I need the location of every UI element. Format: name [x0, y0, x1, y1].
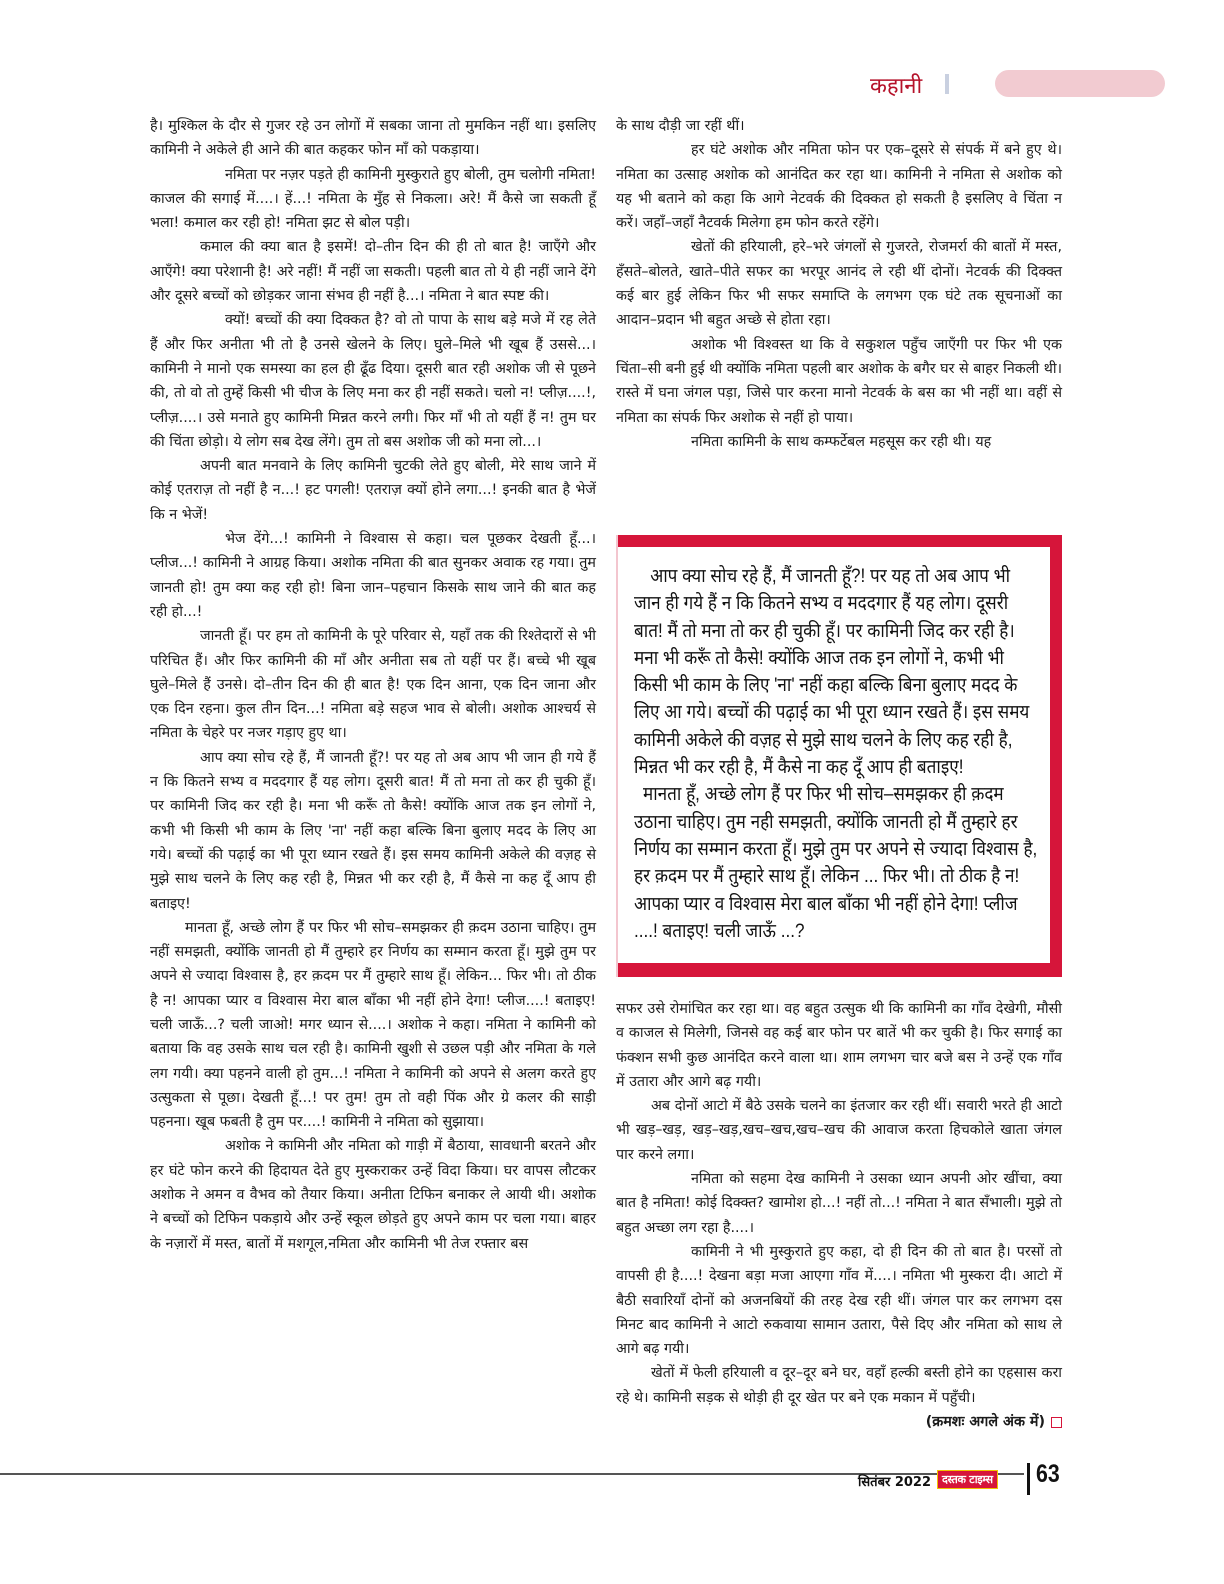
paragraph: हर घंटे अशोक और नमिता फोन पर एक–दूसरे से संपर्क में बने हुए थे। नमिता का उत्साह अशोक को आनंदित कर रहा था। कामिनी ने नमिता से अशोक को यह भी बताने को कहा कि आगे नेटवर्क की दिक्कत हो सकती है इसलिए वे चिंता न करें। जहाँ–जहाँ नैटवर्क मिलेगा हम फोन करते रहेंगे।: [616, 142, 1062, 232]
paragraph: भेज देंगे...! कामिनी ने विश्वास से कहा। चल पूछकर देखती हूँ...। प्लीज...! कामिनी ने आग्रह किया। अशोक नमिता की बात सुनकर अवाक रह गया। तुम जानती हो! तुम क्या कह रही हो! बिना जान–पहचान किसके साथ जाने की बात कह रही हो...!: [150, 531, 596, 620]
pull-quote-border-left: [616, 535, 618, 977]
paragraph: अशोक ने कामिनी और नमिता को गाड़ी में बैठाया, सावधानी बरतने और हर घंटे फोन करने की हिदायत देते हुए मुस्कराकर उन्हें विदा किया। घर वापस लौटकर अशोक ने अमन व वैभव को तैयार किया। अनीता टिफिन बनाकर ले आयी थी। अशोक ने बच्चों को टिफिन पकड़ाये और उन्हें स्कूल छोड़ते हुए अपने काम पर चला गया। बाहर के नज़ारों में मस्त, बातों में मशगूल,नमिता और कामिनी भी तेज रफ्तार बस: [150, 1138, 596, 1252]
paragraph: कामिनी ने भी मुस्कुराते हुए कहा, दो ही दिन की तो बात है। परसों तो वापसी ही है....! देखना बड़ा मजा आएगा गाँव में....। नमिता भी मुस्करा दी। आटो में बैठी सवारियाँ दोनों को अजनबियों की तरह देख रही थीं। जंगल पार कर लगभग दस मिनट बाद कामिनी ने आटो रुकवाया सामान उतारा, पैसे दिए और नमिता को साथ ले आगे बढ़ गयी।: [616, 1243, 1062, 1358]
paragraph: है। मुश्किल के दौर से गुजर रहे उन लोगों में सबका जाना तो मुमकिन नहीं था। इसलिए कामिनी ने अकेले ही आने की बात कहकर फोन माँ को पकड़ाया।: [150, 118, 596, 159]
issue-date: सितंबर 2022: [858, 1475, 932, 1490]
right-column-bottom: [616, 997, 1062, 1434]
continued-line: [616, 1410, 1062, 1434]
pull-quote-text: [634, 563, 1039, 945]
paragraph: अशोक भी विश्वस्त था कि वे सकुशल पहुँच जाएँगी पर फिर भी एक चिंता–सी बनी हुई थी क्योंकि नमिता पहली बार अशोक के बगैर घर से बाहर निकली थी। रास्ते में घना जंगल पड़ा, जिसे पार करना मानो नेटवर्क के बस का भी नहीं था। वहीं से नमिता का संपर्क फिर अशोक से नहीं हो पाया।: [616, 336, 1062, 426]
paragraph: नमिता कामिनी के साथ कम्फर्टेबल महसूस कर रही थी। यह: [691, 433, 992, 450]
paragraph: क्यों! बच्चों की क्या दिक्कत है? वो तो पापा के साथ बड़े मजे में रह लेते हैं और फिर अनीता भी तो है उनसे खेलने के लिए। घुले–मिले भी खूब हैं उससे...। कामिनी ने मानो एक समस्या का हल ही ढूँढ दिया। दूसरी बात रही अशोक जी से पूछने की, तो वो तो तुम्हें किसी भी चीज के लिए मना कर ही नहीं सकते। चलो न! प्लीज़....!, प्लीज़....। उसे मनाते हुए कामिनी मिन्नत करने लगी। फिर माँ भी तो यहीं हैं न! तुम घर की चिंता छोड़ो। ये लोग सब देख लेंगे। तुम तो बस अशोक जी को मना लो...।: [150, 312, 596, 450]
header-decorative-pill: [995, 70, 1165, 97]
pull-quote-box: [616, 535, 1062, 977]
pull-quote-paragraph: आप क्या सोच रहे हैं, मैं जानती हूँ?! पर यह तो अब आप भी जान ही गये हैं न कि कितने सभ्य व मददगार हैं यह लोग। दूसरी बात! मैं तो मना तो कर ही चुकी हूँ। पर कामिनी जिद कर रही है। मना भी करूँ तो कैसे! क्योंकि आज तक इन लोगों ने, कभी भी किसी भी काम के लिए 'ना' नहीं कहा बल्कि बिना बुलाए मदद के लिए आ गये। बच्चों की पढ़ाई का भी पूरा ध्यान रखते हैं। इस समय कामिनी अकेले की वज़ह से मुझे साथ चलने के लिए कह रही है, मिन्नत भी कर रही है, मैं कैसे ना कह दूँ आप ही बताइए!: [634, 566, 1030, 779]
paragraph: नमिता पर नज़र पड़ते ही कामिनी मुस्कुराते हुए बोली, तुम चलोगी नमिता! काजल की सगाई में....। हें...! नमिता के मुँह से निकला। अरे! मैं कैसे जा सकती हूँ भला! कमाल कर रही हो! नमिता झट से बोल पड़ी।: [150, 166, 596, 232]
pull-quote-border-top: [616, 535, 1062, 547]
paragraph: अब दोनों आटो में बैठे उसके चलने का इंतजार कर रही थीं। सवारी भरते ही आटो भी खड़–खड़, खड़–खड़,खच–खच,खच–खच की आवाज करता हिचकोले खाता जंगल पार करने लगा।: [616, 1098, 1062, 1163]
paragraph: नमिता को सहमा देख कामिनी ने उसका ध्यान अपनी ओर खींचा, क्या बात है नमिता! कोई दिक्क्त? खामोश हो...! नहीं तो...! नमिता ने बात सँभाली। मुझे तो बहुत अच्छा लग रहा है....।: [616, 1171, 1062, 1236]
paragraph: मानता हूँ, अच्छे लोग हैं पर फिर भी सोच–समझकर ही क़दम उठाना चाहिए। तुम नहीं समझती, क्योंकि जानती हो मैं तुम्हारे हर निर्णय का सम्मान करता हूँ। मुझे तुम पर अपने से ज्यादा विश्वास है, हर क़दम पर मैं तुम्हारे साथ हूँ। लेकिन... फिर भी। तो ठीक है न! आपका प्यार व विश्वास मेरा बाल बाँका भी नहीं होने देगा! प्लीज....! बताइए! चली जाऊँ...? चली जाओ! मगर ध्यान से....। अशोक ने कहा। नमिता ने कामिनी को बताया कि वह उसके साथ चल रही है। कामिनी खुशी से उछल पड़ी और नमिता के गले लग गयी। क्या पहनने वाली हो तुम...! नमिता ने कामिनी को अपने से अलग करते हुए उत्सुकता से पूछा। देखती हूँ...! पर तुम! तुम तो वही पिंक और ग्रे कलर की साड़ी पहनना। खूब फबती है तुम पर....! कामिनी ने नमिता को सुझाया।: [150, 919, 596, 1131]
header-separator: [945, 74, 949, 94]
right-column-top: [616, 114, 1062, 454]
pull-quote-paragraph: मानता हूँ, अच्छे लोग हैं पर फिर भी सोच–समझकर ही क़दम उठाना चाहिए। तुम नही समझती, क्योंकि जानती हो मैं तुम्हारे हर निर्णय का सम्मान करता हूँ। मुझे तुम पर अपने से ज्यादा विश्वास है, हर क़दम पर मैं तुम्हारे साथ हूँ। लेकिन ... फिर भी। तो ठीक है न! आपका प्यार व विश्वास मेरा बाल बाँका भी नहीं होने देगा! प्लीज ....! बताइए! चली जाऊँ ...?: [634, 784, 1038, 942]
paragraph: जानती हूँ। पर हम तो कामिनी के पूरे परिवार से, यहाँ तक की रिश्तेदारों से भी परिचित हैं। और फिर कामिनी की माँ और अनीता सब तो यहीं पर हैं। बच्चे भी खूब घुले–मिले हैं उनसे। दो–तीन दिन की ही बात है! एक दिन आना, एक दिन जाना और एक दिन रहना। कुल तीन दिन...! नमिता बड़े सहज भाव से बोली। अशोक आश्चर्य से नमिता के चेहरे पर नजर गड़ाए हुए था।: [150, 628, 596, 742]
paragraph: कमाल की क्या बात है इसमें! दो–तीन दिन की ही तो बात है! जाएँगे और आएँगे! क्या परेशानी है! अरे नहीं! मैं नहीं जा सकती। पहली बात तो ये ही नहीं जाने देंगे और दूसरे बच्चों को छोड़कर जाना संभव ही नहीं है...। नमिता ने बात स्पष्ट की।: [150, 239, 596, 305]
page-number: 63: [1036, 1460, 1060, 1488]
paragraph: खेतों की हरियाली, हरे–भरे जंगलों से गुजरते, रोजमर्रा की बातों में मस्त, हँसते–बोलते, खाते–पीते सफर का भरपूर आनंद ले रही थीं दोनों। नेटवर्क की दिक्क्त कई बार हुई लेकिन फिर भी सफर समाप्ति के लगभग एक घंटे तक सूचनाओं का आदान–प्रदान भी बहुत अच्छे से होता रहा।: [616, 239, 1062, 329]
footer-divider: [1027, 1463, 1030, 1495]
paragraph: के साथ दौड़ी जा रहीं थीं।: [616, 118, 745, 134]
left-column: [150, 114, 596, 1256]
story-end-square-icon: [1051, 1417, 1062, 1428]
continued-note: (क्रमशः अगले अंक में): [925, 1414, 1045, 1431]
pull-quote-border-bottom: [616, 963, 1062, 977]
header-section-label: कहानी: [870, 74, 923, 99]
paragraph: सफर उसे रोमांचित कर रहा था। वह बहुत उत्सुक थी कि कामिनी का गाँव देखेगी, मौसी व काजल से मिलेगी, जिनसे वह कई बार फोन पर बातें भी कर चुकी है। फिर सगाई का फंक्शन सभी कुछ आनंदित करने वाला था। शाम लगभग चार बजे बस ने उन्हें एक गाँव में उतारा और आगे बढ़ गयी।: [616, 1001, 1062, 1090]
paragraph: खेतों में फेली हरियाली व दूर–दूर बने घर, वहाँ हल्की बस्ती होने का एहसास करा रहे थे। कामिनी सड़क से थोड़ी ही दूर खेत पर बने एक मकान में पहुँची।: [616, 1365, 1062, 1406]
paragraph: अपनी बात मनवाने के लिए कामिनी चुटकी लेते हुए बोली, मेरे साथ जाने में कोई एतराज़ तो नहीं है न...! हट पगली! एतराज़ क्यों होने लगा...! इनकी बात है भेजें कि न भेजें!: [150, 458, 596, 523]
pull-quote-border-right: [1050, 535, 1062, 977]
paragraph: आप क्या सोच रहे हैं, मैं जानती हूँ?! पर यह तो अब आप भी जान ही गये हैं न कि कितने सभ्य व मददगार हैं यह लोग। दूसरी बात! मैं तो मना तो कर ही चुकी हूँ। पर कामिनी जिद कर रही है। मना भी करूँ तो कैसे! क्योंकि आज तक इन लोगों ने, कभी भी किसी भी काम के लिए 'ना' नहीं कहा बल्कि बिना बुलाए मदद के लिए आ गये। बच्चों की पढ़ाई का भी पूरा ध्यान रखते हैं। इस समय कामिनी अकेले की वज़ह से मुझे साथ चलने के लिए कह रही है, मिन्नत भी कर रही है, मैं कैसे ना कह दूँ आप ही बताइए!: [150, 749, 596, 912]
magazine-logo: दस्तक टाइम्स: [937, 1470, 998, 1489]
